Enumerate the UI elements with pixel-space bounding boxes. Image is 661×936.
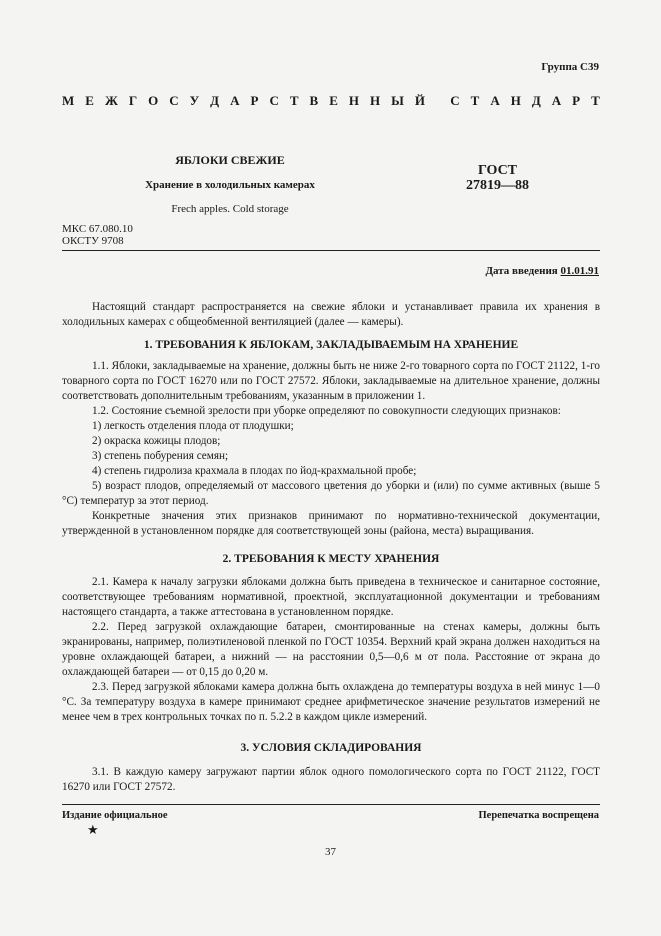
banner-letter: О [148,93,159,108]
banner-letter: Н [369,93,381,108]
banner-letter: Р [250,93,259,108]
gost-designation [450,163,545,193]
section-3-heading: 3. УСЛОВИЯ СКЛАДИРОВАНИЯ [240,742,422,754]
banner-letter: А [230,93,240,108]
gost-label: ГОСТ [477,163,518,178]
list-item: 1) легкость отделения плода от плодушки; [92,420,294,432]
paragraph-1-1: 1.1. Яблоки, закладываемые на хранение, должны быть не ниже 2-го товарного сорта по ГОСТ 21122, 1-го товарного сорта по ГОСТ 16270 или по ГОСТ 27572. Яблоки, закладываемые на длительное хранение, должны соответствовать дополнительным требованиям, указанным в приложении 1. [62,360,600,402]
banner-letter: Е [329,93,338,108]
banner-letter: Н [348,93,359,108]
section-2-body [62,575,600,725]
reprint-prohibited-label: Перепечатка воспрещена [478,810,599,821]
paragraph-1-2: 1.2. Состояние съемной зрелости при уборке определяют по совокупности следующих признаков: [92,405,561,417]
paragraph-2-2: 2.2. Перед загрузкой охлаждающие батареи, смонтированные на стенах камеры, должны быть экранированы, например, полиэтиленовой пленкой по ГОСТ 10354. Верхний край экрана должен находиться на уровне охлаждающей батареи, а нижний — на расстоянии 0,5—0,6 м от пола. Расстояние от экрана до охлаждающей батареи — от 0,15 до 0,20 м. [62,621,600,678]
document-title: ЯБЛОКИ СВЕЖИЕ [175,153,285,167]
footer-rule [62,804,600,805]
intro-paragraph: Настоящий стандарт распространяется на свежие яблоки и устанавливает правила их хранения в холодильных камерах с общеобменной вентиляцией (далее — камеры). [62,301,600,328]
page-number: 37 [325,846,336,858]
star-icon: ★ [87,822,99,837]
banner-letter: М [62,93,75,108]
section-1-body [62,359,600,539]
paragraph-concrete-values: Конкретные значения этих признаков принимают по нормативно-технической документации, утвержденной в установленном порядке для соответствующей зоны (района, места) выращивания. [62,510,600,537]
banner-letter: С [450,93,460,108]
section-2-heading: 2. ТРЕБОВАНИЯ К МЕСТУ ХРАНЕНИЯ [222,553,440,565]
banner-letter: Д [531,93,541,108]
banner-letter: С [169,93,179,108]
banner-letter: А [551,93,562,108]
introduction-date [485,265,599,277]
gost-number: 27819—88 [466,178,529,193]
mks-code: МКС 67.080.10 [62,223,133,235]
intro-date-value: 01.01.91 [560,265,599,277]
interstate-standard-banner [62,93,600,109]
section-3-body [62,765,600,795]
list-item: 3) степень побурения семян; [92,450,229,462]
banner-letter: Й [414,93,425,108]
banner-letter: Д [210,93,220,108]
banner-letter: Ж [104,93,118,108]
list-item: 2) окраска кожицы плодов; [92,435,221,447]
official-edition-label: Издание официальное [62,810,168,821]
banner-letter: Н [510,93,521,108]
title-block [110,152,350,216]
classification-codes [62,223,133,247]
paragraph-2-1: 2.1. Камера к началу загрузки яблоками должна быть приведена в техническое и санитарное состояние, соответствующее требованиям нормативной, проектной, эксплуатационной документации и требованиям настоящего стандарта, а также аттестована в установленном порядке. [62,576,600,618]
banner-letter: Т [289,93,299,108]
section-1-heading: 1. ТРЕБОВАНИЯ К ЯБЛОКАМ, ЗАКЛАДЫВАЕМЫМ НА ХРАНЕНИЕ [143,339,519,351]
banner-letter: Е [85,93,94,108]
banner-letter: Т [470,93,480,108]
okstu-code: ОКСТУ 9708 [62,235,124,247]
banner-letter: В [309,93,319,108]
banner-letter: Г [128,93,138,108]
list-item: 4) степень гидролиза крахмала в плодах по йод-крахмальной пробе; [92,465,417,477]
header-rule [62,250,600,251]
paragraph-3-1: 3.1. В каждую камеру загружают партии яблок одного помологического сорта по ГОСТ 21122, ГОСТ 16270 или ГОСТ 27572. [62,766,600,793]
banner-letter: С [269,93,279,108]
banner-letter: У [189,93,200,108]
intro-date-label: Дата введения [485,265,561,277]
list-item: 5) возраст плодов, определяемый от массового цветения до уборки и (или) по сумме активных (выше 5 °С) температур за этот период. [62,480,600,507]
document-subtitle: Хранение в холодильных камерах [145,179,315,191]
banner-letter: А [490,93,500,108]
banner-letter: Ы [391,93,404,108]
paragraph-2-3: 2.3. Перед загрузкой яблоками камера должна быть охлаждена до температуры воздуха в ней минус 1—0 °С. За температуру воздуха в камере принимают среднее арифметическое значение результатов измерений не менее чем в трех контрольных точках по п. 5.2.2 в каждом цикле измерений. [62,681,600,723]
group-code: Группа С39 [541,61,599,73]
banner-letter: Т [591,93,600,108]
banner-letter: Р [572,93,581,108]
banner-letter [436,93,439,109]
english-title: Frech apples. Cold storage [171,203,289,215]
